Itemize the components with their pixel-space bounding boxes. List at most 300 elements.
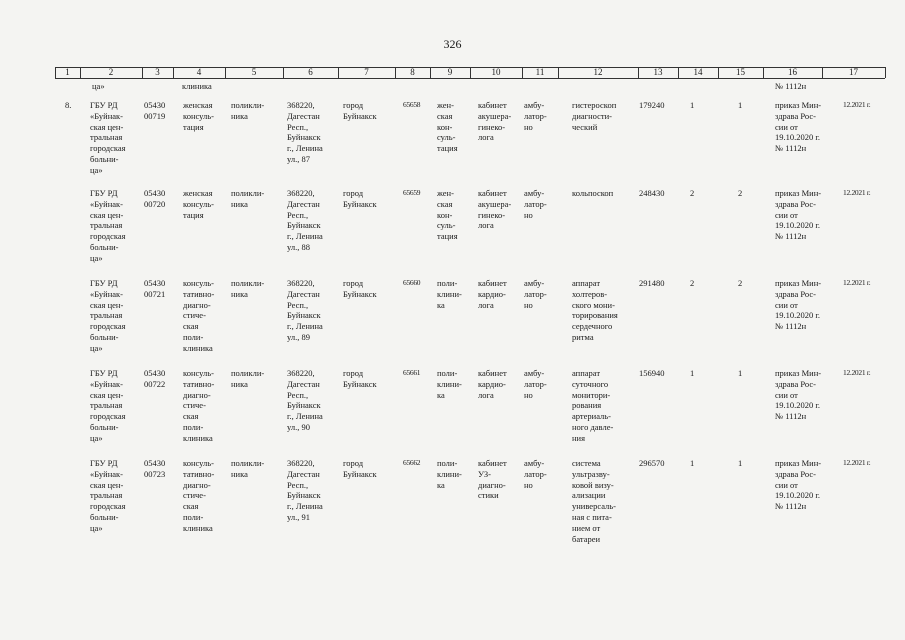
cell-line: город xyxy=(343,278,364,288)
cell-line: 19.10.2020 г. xyxy=(775,132,821,143)
cell-line: ного давле- xyxy=(572,421,614,432)
cell-line: 368220, xyxy=(287,368,315,378)
cell-line: тативно- xyxy=(183,378,215,389)
cell-line: городская xyxy=(90,321,126,332)
cell-type xyxy=(231,368,276,390)
cell-equipment xyxy=(572,188,638,199)
cell-line: поли- xyxy=(437,368,458,378)
cell-line: диагности- xyxy=(572,110,613,121)
header-cell: 10 xyxy=(491,67,501,77)
cell-date: 12.2021 г. xyxy=(843,368,871,377)
cell-line: поли- xyxy=(437,458,458,468)
cell-date: 12.2021 г. xyxy=(843,458,871,467)
cell-org xyxy=(90,458,142,534)
cell-line: кабинет xyxy=(478,188,507,198)
cell-line: ул., 88 xyxy=(287,241,310,252)
cell-city xyxy=(343,278,395,300)
cell-line: Дагестан xyxy=(287,468,320,479)
cell-line: ка xyxy=(437,479,445,490)
cell-org xyxy=(90,278,142,354)
cell-line: «Буйнак- xyxy=(90,378,123,389)
cell-line: УЗ- xyxy=(478,468,491,479)
cell-line: 19.10.2020 г. xyxy=(775,490,821,501)
cell-qty1: 1 xyxy=(690,368,695,378)
cell-line: консуль- xyxy=(183,198,214,209)
cell-id: 65661 xyxy=(403,368,421,377)
cell-line: 19.10.2020 г. xyxy=(775,400,821,411)
cell-price: 296570 xyxy=(639,458,665,468)
cell-line: торирования xyxy=(572,310,618,321)
cell-line: Респ., xyxy=(287,299,309,310)
page-number: 326 xyxy=(443,37,462,51)
cell-line: ния xyxy=(572,432,586,443)
cell-line: здрава Рос- xyxy=(775,198,816,209)
cell-line: 368220, xyxy=(287,278,315,288)
cell-line: кольпоскоп xyxy=(572,188,614,198)
cell-line: клини- xyxy=(437,378,462,389)
cell-line: латор- xyxy=(524,468,547,479)
cell-line: ника xyxy=(231,110,248,121)
cell-line: Буйнакск xyxy=(343,468,377,479)
cell-line: 368220, xyxy=(287,100,315,110)
cell-line: г., Ленина xyxy=(287,143,323,154)
cell-line: г., Ленина xyxy=(287,501,323,512)
cell-date: 12.2021 г. xyxy=(843,188,871,197)
cell-line: тральная xyxy=(90,310,123,321)
cell-line: больни- xyxy=(90,241,119,252)
cell-line: артериаль- xyxy=(572,411,611,422)
cell-line: ковой визу- xyxy=(572,479,614,490)
cell-line: ская цен- xyxy=(90,299,124,310)
cell-line: диагно- xyxy=(183,479,211,490)
cell-line: городская xyxy=(90,231,126,242)
cell-org xyxy=(90,368,142,444)
cell-num: 8. xyxy=(65,100,72,110)
cell-unit xyxy=(183,458,227,534)
cell-city xyxy=(343,188,395,210)
cell-care xyxy=(524,458,558,490)
cell-line: стиче- xyxy=(183,310,206,321)
cell-line: гистероскоп xyxy=(572,100,617,110)
cell-line: поликли- xyxy=(231,368,265,378)
cell-subunit xyxy=(437,368,469,400)
cell-line: ника xyxy=(231,468,248,479)
cell-line: латор- xyxy=(524,288,547,299)
cell-order xyxy=(775,368,833,422)
cell-line: 19.10.2020 г. xyxy=(775,220,821,231)
cell-care xyxy=(524,188,558,220)
cell-line: кабинет xyxy=(478,368,507,378)
cell-line: кон- xyxy=(437,121,453,132)
cell-address xyxy=(287,188,339,253)
cell-line: амбу- xyxy=(524,368,545,378)
cell-line: ская xyxy=(437,198,453,209)
cell-care xyxy=(524,368,558,400)
cell-line: городская xyxy=(90,501,126,512)
cell-line: суль- xyxy=(437,220,456,231)
cell-line: городская xyxy=(90,143,126,154)
cell-line: «Буйнак- xyxy=(90,468,123,479)
cell-line: тация xyxy=(437,231,458,242)
cell-line: № 1112н xyxy=(775,143,807,154)
cell-line: поликли- xyxy=(231,278,265,288)
header-cell: 3 xyxy=(155,67,160,77)
cell-line: Респ., xyxy=(287,121,309,132)
cell-equipment xyxy=(572,458,638,544)
cell-city xyxy=(343,458,395,480)
cell-line: городская xyxy=(90,411,126,422)
cell-line: рования xyxy=(572,400,602,411)
cell-line: диагно- xyxy=(478,479,506,490)
cell-line: стики xyxy=(478,490,499,501)
cell-line: тральная xyxy=(90,132,123,143)
cell-line: ул., 89 xyxy=(287,331,310,342)
cell-city xyxy=(343,368,395,390)
cell-line: тральная xyxy=(90,490,123,501)
cell-equipment xyxy=(572,100,638,132)
cell-address xyxy=(287,100,339,165)
cell-line: здрава Рос- xyxy=(775,288,816,299)
cell-price: 179240 xyxy=(639,100,665,110)
cell-line: Буйнакск xyxy=(287,310,321,321)
cell-line: ская xyxy=(183,411,199,422)
continued-order-text: № 1112н xyxy=(775,81,807,91)
cell-equipment xyxy=(572,368,638,444)
header-cell: 16 xyxy=(788,67,797,77)
cell-cabinet xyxy=(478,278,522,310)
cell-org xyxy=(90,100,142,176)
cell-line: 00723 xyxy=(144,468,166,479)
cell-unit xyxy=(183,188,227,220)
cell-line: консуль- xyxy=(183,110,214,121)
cell-line: Дагестан xyxy=(287,110,320,121)
cell-line: диагно- xyxy=(183,389,211,400)
cell-line: консуль- xyxy=(183,368,214,378)
header-cell: 6 xyxy=(308,67,313,77)
cell-line: кабинет xyxy=(478,458,507,468)
cell-line: больни- xyxy=(90,421,119,432)
cell-line: 19.10.2020 г. xyxy=(775,310,821,321)
cell-line: но xyxy=(524,389,533,400)
cell-line: амбу- xyxy=(524,100,545,110)
cell-line: ская xyxy=(183,321,199,332)
cell-line: ца» xyxy=(90,342,103,353)
cell-line: г., Ленина xyxy=(287,411,323,422)
cell-org xyxy=(90,188,142,264)
header-cell: 7 xyxy=(364,67,369,77)
cell-qty1: 1 xyxy=(690,100,695,110)
cell-line: город xyxy=(343,368,364,378)
column-number-header xyxy=(55,67,885,78)
cell-line: г., Ленина xyxy=(287,321,323,332)
cell-line: здрава Рос- xyxy=(775,110,816,121)
cell-line: кардио- xyxy=(478,378,506,389)
cell-subunit xyxy=(437,278,469,310)
cell-qty1: 2 xyxy=(690,278,695,288)
header-cell: 15 xyxy=(736,67,745,77)
cell-line: кардио- xyxy=(478,288,506,299)
cell-line: но xyxy=(524,209,533,220)
continued-unit-text: клиника xyxy=(182,81,212,91)
cell-line: ника xyxy=(231,378,248,389)
cell-line: Буйнакск xyxy=(287,220,321,231)
cell-line: Буйнакск xyxy=(343,110,377,121)
cell-care xyxy=(524,278,558,310)
cell-line: жен- xyxy=(437,188,454,198)
cell-line: ка xyxy=(437,299,445,310)
cell-type xyxy=(231,188,276,210)
cell-price: 156940 xyxy=(639,368,665,378)
cell-line: 00720 xyxy=(144,198,166,209)
cell-line: латор- xyxy=(524,378,547,389)
cell-line: больни- xyxy=(90,331,119,342)
cell-line: аппарат xyxy=(572,368,601,378)
cell-qty2: 1 xyxy=(738,100,743,110)
cell-line: ул., 87 xyxy=(287,153,310,164)
cell-qty2: 1 xyxy=(738,458,743,468)
cell-line: кабинет xyxy=(478,100,507,110)
cell-type xyxy=(231,100,276,122)
cell-line: Респ., xyxy=(287,479,309,490)
cell-line: клиника xyxy=(183,522,213,533)
cell-unit xyxy=(183,278,227,354)
cell-line: ГБУ РД xyxy=(90,100,118,110)
cell-line: акушера- xyxy=(478,198,512,209)
header-cell: 5 xyxy=(251,67,257,77)
cell-line: г., Ленина xyxy=(287,231,323,242)
cell-type xyxy=(231,278,276,300)
cell-line: акушера- xyxy=(478,110,512,121)
cell-address xyxy=(287,458,339,523)
header-rule-bottom xyxy=(55,78,885,79)
cell-date: 12.2021 г. xyxy=(843,100,871,109)
cell-line: 00719 xyxy=(144,110,166,121)
cell-line: ГБУ РД xyxy=(90,188,118,198)
cell-line: клини- xyxy=(437,468,462,479)
cell-line: суль- xyxy=(437,132,456,143)
cell-line: латор- xyxy=(524,110,547,121)
cell-line: ГБУ РД xyxy=(90,278,118,288)
cell-line: тральная xyxy=(90,220,123,231)
cell-price: 291480 xyxy=(639,278,665,288)
cell-line: поли- xyxy=(183,511,204,522)
cell-line: приказ Мин- xyxy=(775,458,822,468)
cell-order xyxy=(775,188,833,242)
cell-line: поли- xyxy=(437,278,458,288)
cell-line: Дагестан xyxy=(287,378,320,389)
header-cell: 4 xyxy=(196,67,202,77)
cell-code xyxy=(144,278,172,300)
cell-line: 05430 xyxy=(144,100,166,110)
cell-code xyxy=(144,368,172,390)
cell-line: аппарат xyxy=(572,278,601,288)
cell-line: больни- xyxy=(90,511,119,522)
cell-qty1: 1 xyxy=(690,458,695,468)
cell-line: 05430 xyxy=(144,368,166,378)
cell-line: Буйнакск xyxy=(287,490,321,501)
cell-line: № 1112н xyxy=(775,321,807,332)
cell-line: консуль- xyxy=(183,458,214,468)
cell-line: кон- xyxy=(437,209,453,220)
cell-line: ца» xyxy=(90,522,103,533)
cell-line: приказ Мин- xyxy=(775,188,822,198)
cell-line: поликли- xyxy=(231,188,265,198)
header-cell: 12 xyxy=(593,67,603,77)
cell-line: приказ Мин- xyxy=(775,278,822,288)
cell-line: амбу- xyxy=(524,188,545,198)
cell-line: город xyxy=(343,100,364,110)
cell-line: Респ., xyxy=(287,209,309,220)
cell-line: сии от xyxy=(775,479,798,490)
cell-qty2: 2 xyxy=(738,188,743,198)
cell-line: но xyxy=(524,299,533,310)
cell-line: нием от xyxy=(572,522,601,533)
cell-line: город xyxy=(343,458,364,468)
cell-line: сии от xyxy=(775,121,798,132)
cell-line: ника xyxy=(231,288,248,299)
cell-qty1: 2 xyxy=(690,188,695,198)
cell-line: «Буйнак- xyxy=(90,288,123,299)
cell-qty2: 1 xyxy=(738,368,743,378)
cell-line: тация xyxy=(183,121,204,132)
header-cell: 14 xyxy=(693,67,703,77)
cell-line: Буйнакск xyxy=(287,400,321,411)
cell-id: 65659 xyxy=(403,188,421,197)
cell-cabinet xyxy=(478,458,522,501)
cell-unit xyxy=(183,368,227,444)
cell-line: система xyxy=(572,458,601,468)
cell-line: № 1112н xyxy=(775,411,807,422)
cell-id: 65658 xyxy=(403,100,421,109)
cell-line: сии от xyxy=(775,209,798,220)
cell-subunit xyxy=(437,100,469,154)
cell-line: но xyxy=(524,121,533,132)
cell-line: тральная xyxy=(90,400,123,411)
cell-line: женская xyxy=(183,100,213,110)
cell-line: больни- xyxy=(90,153,119,164)
cell-line: клини- xyxy=(437,288,462,299)
cell-cabinet xyxy=(478,368,522,400)
cell-line: ца» xyxy=(90,164,103,175)
cell-line: ника xyxy=(231,198,248,209)
cell-id: 65662 xyxy=(403,458,421,467)
cell-line: «Буйнак- xyxy=(90,198,123,209)
cell-line: гинеко- xyxy=(478,121,506,132)
header-cell: 1 xyxy=(65,67,70,77)
cell-line: лога xyxy=(478,389,494,400)
cell-line: холтеров- xyxy=(572,288,608,299)
cell-line: Дагестан xyxy=(287,198,320,209)
cell-line: клиника xyxy=(183,432,213,443)
cell-order xyxy=(775,100,833,154)
cell-line: приказ Мин- xyxy=(775,100,822,110)
cell-line: гинеко- xyxy=(478,209,506,220)
cell-price: 248430 xyxy=(639,188,665,198)
header-cell: 17 xyxy=(849,67,858,77)
cell-line: тативно- xyxy=(183,468,215,479)
cell-cabinet xyxy=(478,100,522,143)
cell-line: ческий xyxy=(572,121,598,132)
cell-line: стиче- xyxy=(183,490,206,501)
cell-line: Респ., xyxy=(287,389,309,400)
cell-line: ская цен- xyxy=(90,479,124,490)
cell-line: № 1112н xyxy=(775,231,807,242)
cell-line: ГБУ РД xyxy=(90,368,118,378)
header-cell: 2 xyxy=(108,67,114,77)
cell-line: стиче- xyxy=(183,400,206,411)
cell-line: приказ Мин- xyxy=(775,368,822,378)
cell-line: здрава Рос- xyxy=(775,468,816,479)
cell-line: 05430 xyxy=(144,458,166,468)
cell-line: ская цен- xyxy=(90,389,124,400)
cell-line: женская xyxy=(183,188,213,198)
cell-address xyxy=(287,368,339,433)
cell-line: 05430 xyxy=(144,278,166,288)
cell-line: ГБУ РД xyxy=(90,458,118,468)
cell-line: ул., 91 xyxy=(287,511,310,522)
cell-line: батареи xyxy=(572,533,601,544)
cell-line: Буйнакск xyxy=(343,378,377,389)
cell-id: 65660 xyxy=(403,278,421,287)
cell-line: поли- xyxy=(183,331,204,342)
cell-line: Буйнакск xyxy=(343,288,377,299)
cell-line: Буйнакск xyxy=(287,132,321,143)
cell-line: ского мони- xyxy=(572,299,615,310)
cell-line: жен- xyxy=(437,100,454,110)
header-cell: 9 xyxy=(447,67,453,77)
cell-line: клиника xyxy=(183,342,213,353)
cell-line: Буйнакск xyxy=(343,198,377,209)
cell-line: латор- xyxy=(524,198,547,209)
cell-address xyxy=(287,278,339,343)
cell-line: город xyxy=(343,188,364,198)
cell-line: ская цен- xyxy=(90,209,124,220)
cell-cabinet xyxy=(478,188,522,231)
cell-code xyxy=(144,188,172,210)
cell-line: ная с пита- xyxy=(572,511,612,522)
cell-code xyxy=(144,458,172,480)
cell-line: кабинет xyxy=(478,278,507,288)
cell-line: ритма xyxy=(572,331,594,342)
cell-line: лога xyxy=(478,299,494,310)
cell-line: ца» xyxy=(90,252,103,263)
cell-line: Дагестан xyxy=(287,288,320,299)
cell-line: поликли- xyxy=(231,100,265,110)
cell-line: «Буйнак- xyxy=(90,110,123,121)
cell-line: ская xyxy=(183,501,199,512)
cell-date: 12.2021 г. xyxy=(843,278,871,287)
cell-line: 368220, xyxy=(287,458,315,468)
cell-line: амбу- xyxy=(524,278,545,288)
cell-line: сии от xyxy=(775,299,798,310)
header-cell: 11 xyxy=(535,67,545,77)
cell-care xyxy=(524,100,558,132)
header-cell: 8 xyxy=(410,67,415,77)
cell-unit xyxy=(183,100,227,132)
cell-equipment xyxy=(572,278,638,343)
cell-line: лога xyxy=(478,220,494,231)
cell-line: 00721 xyxy=(144,288,166,299)
cell-line: ская xyxy=(437,110,453,121)
cell-order xyxy=(775,278,833,332)
cell-line: ультразву- xyxy=(572,468,610,479)
cell-line: но xyxy=(524,479,533,490)
header-divider xyxy=(885,67,886,78)
cell-line: ул., 90 xyxy=(287,421,310,432)
cell-type xyxy=(231,458,276,480)
cell-line: консуль- xyxy=(183,278,214,288)
cell-subunit xyxy=(437,458,469,490)
